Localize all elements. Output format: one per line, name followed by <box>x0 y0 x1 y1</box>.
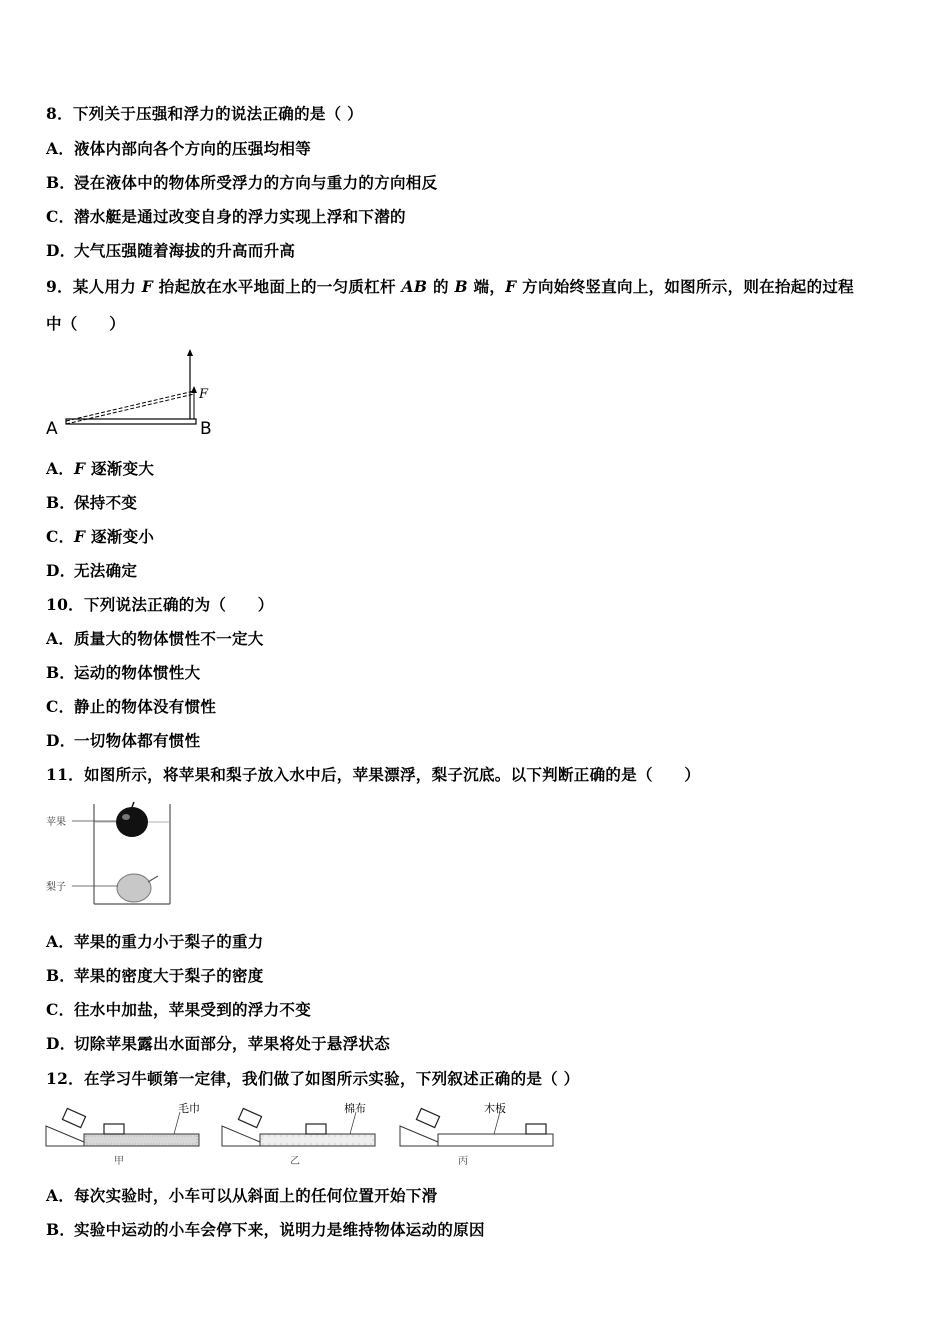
cart-stopped <box>306 1124 326 1134</box>
q10-stem: 10．下列说法正确的为（ ） <box>46 595 274 614</box>
q8-option-a[interactable] <box>46 137 311 159</box>
fruit-beaker-figure <box>44 800 179 910</box>
var-AB: AB <box>401 277 428 296</box>
option-text: 往水中加盐，苹果受到的浮力不变 <box>74 1000 312 1019</box>
ramp <box>222 1126 260 1146</box>
caption: 甲 <box>114 1156 124 1167</box>
label-apple: 苹果 <box>46 817 66 828</box>
stem-part: 方向始终竖直向上，如图所示，则在抬起的过程 <box>516 277 854 296</box>
option-text: 逐渐变小 <box>85 527 155 546</box>
option-text: 浸在液体中的物体所受浮力的方向与重力的方向相反 <box>74 173 438 192</box>
label-B: B <box>200 419 212 439</box>
option-letter: B． <box>46 173 76 192</box>
option-text: 大气压强随着海拔的升高而升高 <box>74 241 296 260</box>
q8-option-d[interactable] <box>46 239 295 261</box>
var-B: B <box>454 277 468 296</box>
newton-experiment-figure <box>44 1098 559 1170</box>
q9-option-a[interactable] <box>46 457 154 479</box>
stem-part: 9．某人用力 <box>46 277 142 296</box>
option-letter: A． <box>46 139 75 158</box>
option-letter: A． <box>46 459 75 478</box>
cart-on-ramp <box>416 1108 439 1127</box>
option-text: 潜水艇是通过改变自身的浮力实现上浮和下潜的 <box>74 207 406 226</box>
q8-stem: 8．下列关于压强和浮力的说法正确的是（ ） <box>46 104 363 123</box>
option-letter: B． <box>46 966 76 985</box>
q10-option-d[interactable] <box>46 729 200 751</box>
var-F: F <box>141 277 154 296</box>
option-letter: A． <box>46 932 75 951</box>
pear-stem <box>148 876 158 882</box>
label-F: F <box>199 387 209 402</box>
option-text: 苹果的密度大于梨子的密度 <box>74 966 264 985</box>
q10-option-a[interactable] <box>46 627 264 649</box>
label-pointer <box>174 1112 180 1134</box>
force-arrow-head <box>187 349 193 356</box>
option-text: 液体内部向各个方向的压强均相等 <box>74 139 312 158</box>
panel-wood <box>400 1101 553 1167</box>
surface-label: 棉布 <box>344 1102 366 1115</box>
option-text: 运动的物体惯性大 <box>74 663 201 682</box>
option-letter: D． <box>46 1034 76 1053</box>
option-letter: C． <box>46 697 75 716</box>
option-letter: D． <box>46 731 76 750</box>
option-letter: B． <box>46 663 76 682</box>
q9-option-d[interactable] <box>46 559 137 581</box>
q12-option-a[interactable] <box>46 1184 437 1206</box>
apple <box>116 807 148 837</box>
ramp <box>400 1126 438 1146</box>
cart-on-ramp <box>238 1108 261 1127</box>
option-letter: C． <box>46 207 75 226</box>
option-letter: A． <box>46 1186 75 1205</box>
q9-option-c[interactable] <box>46 525 154 547</box>
q12-stem: 12．在学习牛顿第一定律，我们做了如图所示实验，下列叙述正确的是（ ） <box>46 1069 580 1088</box>
option-letter: D． <box>46 241 76 260</box>
panel-cotton <box>222 1101 375 1167</box>
option-letter: B． <box>46 1220 76 1239</box>
stem-part: 抬起放在水平地面上的一匀质杠杆 <box>153 277 402 296</box>
option-letter: C． <box>46 527 75 546</box>
label-pointer <box>350 1112 356 1134</box>
ramp <box>46 1126 84 1146</box>
q9-option-b[interactable] <box>46 491 137 513</box>
option-letter: A． <box>46 629 75 648</box>
option-text: 逐渐变大 <box>85 459 155 478</box>
surface-label: 木板 <box>484 1102 506 1115</box>
var-F: F <box>74 527 86 546</box>
q11-option-c[interactable] <box>46 998 311 1020</box>
stem-part: 的 <box>427 277 455 296</box>
option-text: 切除苹果露出水面部分，苹果将处于悬浮状态 <box>74 1034 391 1053</box>
label-pointer <box>494 1112 500 1134</box>
cart-on-ramp <box>62 1108 85 1127</box>
q8-option-c[interactable] <box>46 205 406 227</box>
option-text: 无法确定 <box>74 561 138 580</box>
apple-stem <box>132 802 134 807</box>
q10-option-c[interactable] <box>46 695 216 717</box>
option-letter: B． <box>46 493 76 512</box>
q11-option-d[interactable] <box>46 1032 390 1054</box>
var-F: F <box>74 459 86 478</box>
q11-option-a[interactable] <box>46 930 264 952</box>
surface-label: 毛巾 <box>178 1102 200 1115</box>
option-text: 一切物体都有惯性 <box>74 731 201 750</box>
q10-option-b[interactable] <box>46 661 200 683</box>
q12-option-b[interactable] <box>46 1218 485 1240</box>
stem-part: 端， <box>467 277 506 296</box>
pear <box>117 874 151 902</box>
option-text: 保持不变 <box>74 493 138 512</box>
option-text: 静止的物体没有惯性 <box>74 697 217 716</box>
var-F: F <box>505 277 517 296</box>
option-text: 苹果的重力小于梨子的重力 <box>74 932 264 951</box>
label-pear: 梨子 <box>46 882 66 893</box>
track <box>438 1134 553 1146</box>
force-arrow-head <box>191 386 197 393</box>
option-text: 每次实验时，小车可以从斜面上的任何位置开始下滑 <box>74 1186 438 1205</box>
q11-stem: 11．如图所示，将苹果和梨子放入水中后，苹果漂浮，梨子沉底。以下判断正确的是（ ） <box>46 765 701 784</box>
panel-towel <box>46 1101 200 1167</box>
caption: 乙 <box>290 1156 300 1167</box>
q11-option-b[interactable] <box>46 964 264 986</box>
lever-raised <box>66 391 194 421</box>
apple-highlight <box>122 814 130 820</box>
cart-stopped <box>104 1124 124 1134</box>
option-text: 实验中运动的小车会停下来，说明力是维持物体运动的原因 <box>74 1220 485 1239</box>
cart-stopped <box>526 1124 546 1134</box>
option-letter: C． <box>46 1000 75 1019</box>
q9-stem <box>46 275 854 297</box>
option-text: 质量大的物体惯性不一定大 <box>74 629 264 648</box>
label-A: A <box>46 419 58 439</box>
lever-figure <box>44 346 224 441</box>
q9-stem-line2: 中（ ） <box>46 314 126 333</box>
q8-option-b[interactable] <box>46 171 437 193</box>
caption: 丙 <box>458 1156 468 1167</box>
option-letter: D． <box>46 561 76 580</box>
